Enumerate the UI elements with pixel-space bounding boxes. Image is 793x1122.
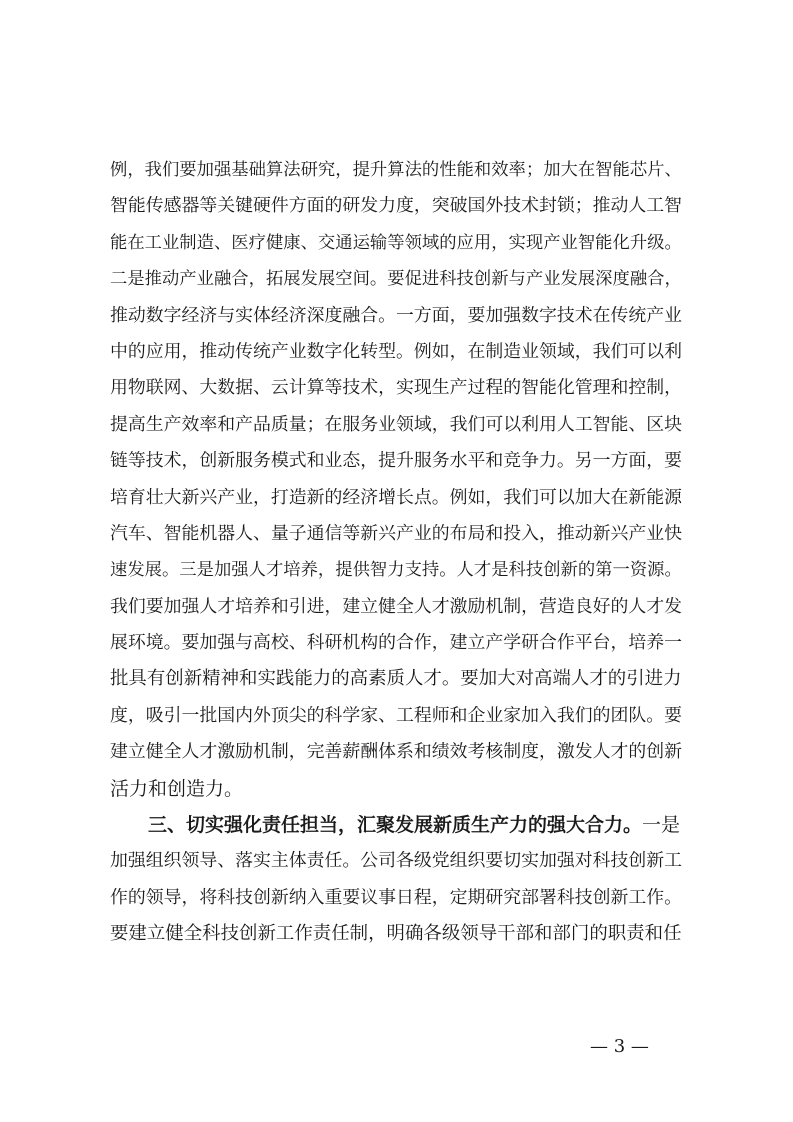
- body-line: 建立健全人才激励机制，完善薪酬体系和绩效考核制度，激发人才的创新: [110, 741, 682, 763]
- section-heading: 三、切实强化责任担当，汇聚发展新质生产力的强大合力。: [148, 814, 643, 837]
- body-line: 度，吸引一批国内外顶尖的科学家、工程师和企业家加入我们的团队。要: [110, 704, 682, 726]
- body-line: 中的应用，推动传统产业数字化转型。例如，在制造业领域，我们可以利: [110, 340, 682, 362]
- section-line: 要建立健全科技创新工作责任制，明确各级领导干部和部门的职责和任: [110, 923, 682, 945]
- body-line: 我们要加强人才培养和引进，建立健全人才激励机制，营造良好的人才发: [110, 595, 682, 617]
- body-line: 提高生产效率和产品质量；在服务业领域，我们可以利用人工智能、区块: [110, 413, 682, 435]
- section-line: 加强组织领导、落实主体责任。公司各级党组织要切实加强对科技创新工: [110, 850, 682, 872]
- body-line: 能在工业制造、医疗健康、交通运输等领域的应用，实现产业智能化升级。: [110, 232, 682, 253]
- body-line: 推动数字经济与实体经济深度融合。一方面，要加强数字技术在传统产业: [110, 304, 682, 326]
- document-body: [110, 152, 688, 953]
- page-number: — 3 —: [590, 1036, 649, 1057]
- body-line: 链等技术，创新服务模式和业态，提升服务水平和竞争力。另一方面，要: [110, 450, 682, 472]
- body-line: 例，我们要加强基础算法研究，提升算法的性能和效率；加大在智能芯片、: [110, 160, 682, 180]
- body-line: 汽车、智能机器人、量子通信等新兴产业的布局和投入，推动新兴产业快: [110, 522, 682, 544]
- body-line: 速发展。三是加强人才培养，提供智力支持。人才是科技创新的第一资源。: [110, 560, 682, 581]
- section-heading-line: [110, 807, 688, 843]
- body-line: 活力和创造力。: [110, 777, 244, 800]
- body-line: 培育壮大新兴产业，打造新的经济增长点。例如，我们可以加大在新能源: [110, 486, 682, 508]
- body-line: 二是推动产业融合，拓展发展空间。要促进科技创新与产业发展深度融合，: [110, 269, 682, 290]
- body-line: 批具有创新精神和实践能力的高素质人才。要加大对高端人才的引进力: [110, 668, 682, 690]
- body-line: 展环境。要加强与高校、科研机构的合作，建立产学研合作平台，培养一: [110, 632, 682, 654]
- body-line: 智能传感器等关键硬件方面的研发力度，突破国外技术封锁；推动人工智: [110, 195, 682, 217]
- section-heading-continuation: 一是: [642, 814, 681, 837]
- body-line: 用物联网、大数据、云计算等技术，实现生产过程的智能化管理和控制，: [110, 377, 682, 399]
- section-line: 作的领导，将科技创新纳入重要议事日程，定期研究部署科技创新工作。: [110, 886, 682, 908]
